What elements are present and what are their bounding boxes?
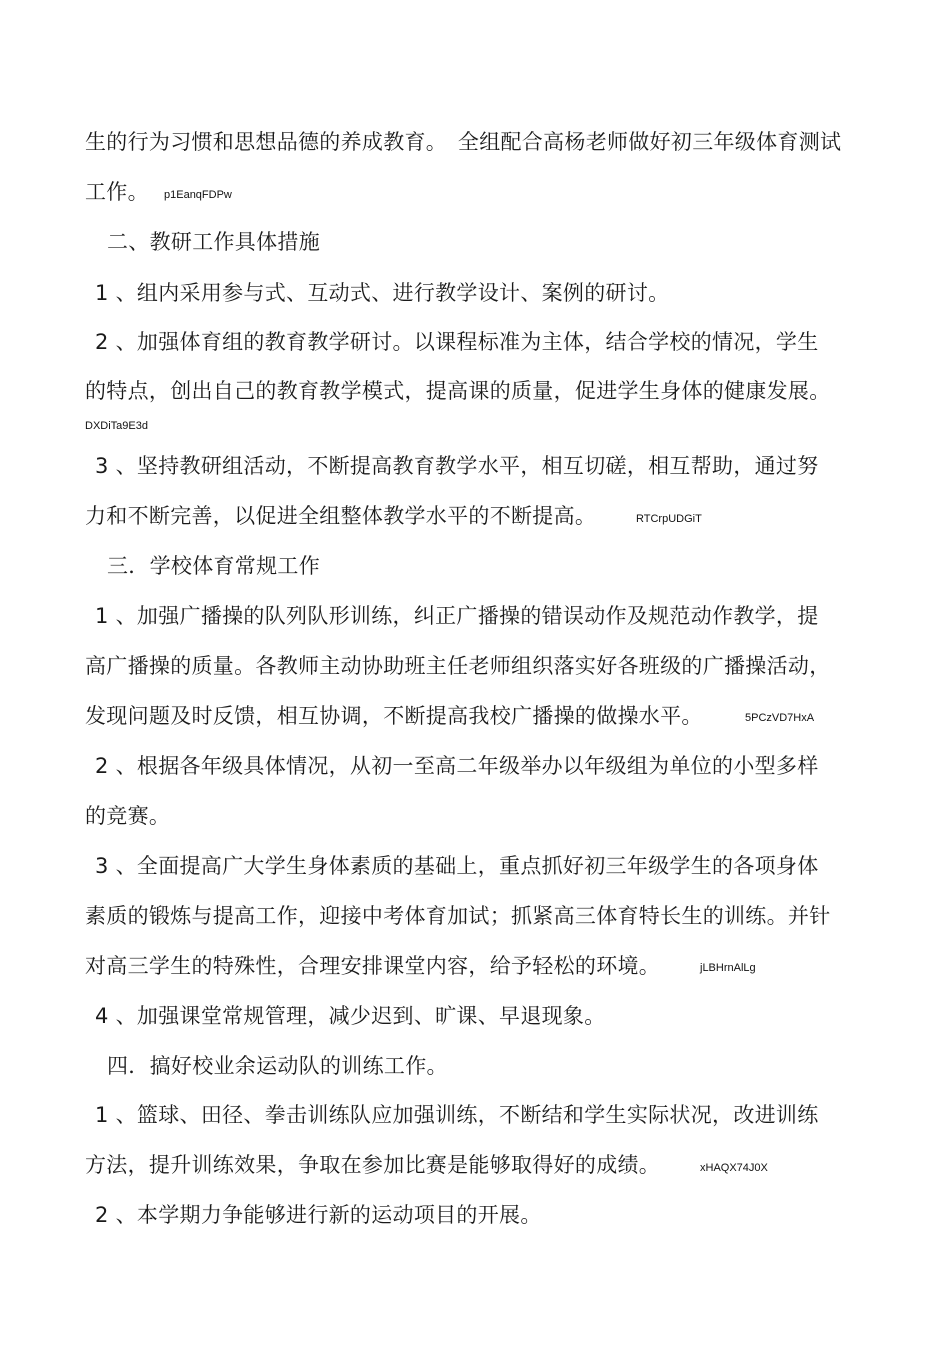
text-line: 1 、篮球、田径、拳击训练队应加强训练，不断结和学生实际状况，改进训练 [95, 1103, 819, 1127]
text-line: 素质的锻炼与提高工作，迎接中考体育加试；抓紧高三体育特长生的训练。并针 [85, 904, 831, 928]
text-line: 力和不断完善，以促进全组整体教学水平的不断提高。 [85, 504, 597, 528]
watermark-code: jLBHrnAlLg [700, 962, 756, 974]
watermark-code: xHAQX74J0X [700, 1162, 768, 1174]
text-line: 工作。 [85, 180, 149, 204]
watermark-code: 5PCzVD7HxA [745, 712, 815, 724]
text-line: 3 、全面提高广大学生身体素质的基础上，重点抓好初三年级学生的各项身体 [95, 854, 819, 878]
watermark-code: DXDiTa9E3d [85, 420, 148, 432]
text-line: 的特点，创出自己的教育教学模式，提高课的质量，促进学生身体的健康发展。 [85, 379, 831, 403]
text-line: 1 、加强广播操的队列队形训练，纠正广播操的错误动作及规范动作教学，提 [95, 604, 819, 628]
watermark-code: RTCrpUDGiT [636, 513, 702, 525]
text-line: 1 、组内采用参与式、互动式、进行教学设计、案例的研讨。 [95, 281, 670, 305]
watermark-code: p1EanqFDPw [164, 189, 232, 201]
section-heading: 二、教研工作具体措施 [107, 230, 320, 254]
text-line: 高广播操的质量。各教师主动协助班主任老师组织落实好各班级的广播操活动， [85, 654, 831, 678]
section-heading: 三．学校体育常规工作 [107, 554, 320, 578]
text-line: 2 、根据各年级具体情况，从初一至高二年级举办以年级组为单位的小型多样 [95, 754, 819, 778]
text-line: 方法，提升训练效果，争取在参加比赛是能够取得好的成绩。 [85, 1153, 661, 1177]
section-heading: 四．搞好校业余运动队的训练工作。 [107, 1054, 448, 1078]
text-line: 4 、加强课堂常规管理，减少迟到、旷课、早退现象。 [95, 1004, 606, 1028]
text-line: 发现问题及时反馈，相互协调，不断提高我校广播操的做操水平。 [85, 704, 703, 728]
text-line: 的竞赛。 [85, 804, 171, 828]
text-line: 对高三学生的特殊性，合理安排课堂内容，给予轻松的环境。 [85, 954, 661, 978]
text-line: 3 、坚持教研组活动，不断提高教育教学水平，相互切磋，相互帮助，通过努 [95, 454, 819, 478]
text-line: 2 、本学期力争能够进行新的运动项目的开展。 [95, 1203, 542, 1227]
text-line: 2 、加强体育组的教育教学研讨。以课程标准为主体，结合学校的情况，学生 [95, 330, 819, 354]
text-line: 生的行为习惯和思想品德的养成教育。 全组配合高杨老师做好初三年级体育测试 [85, 130, 842, 154]
